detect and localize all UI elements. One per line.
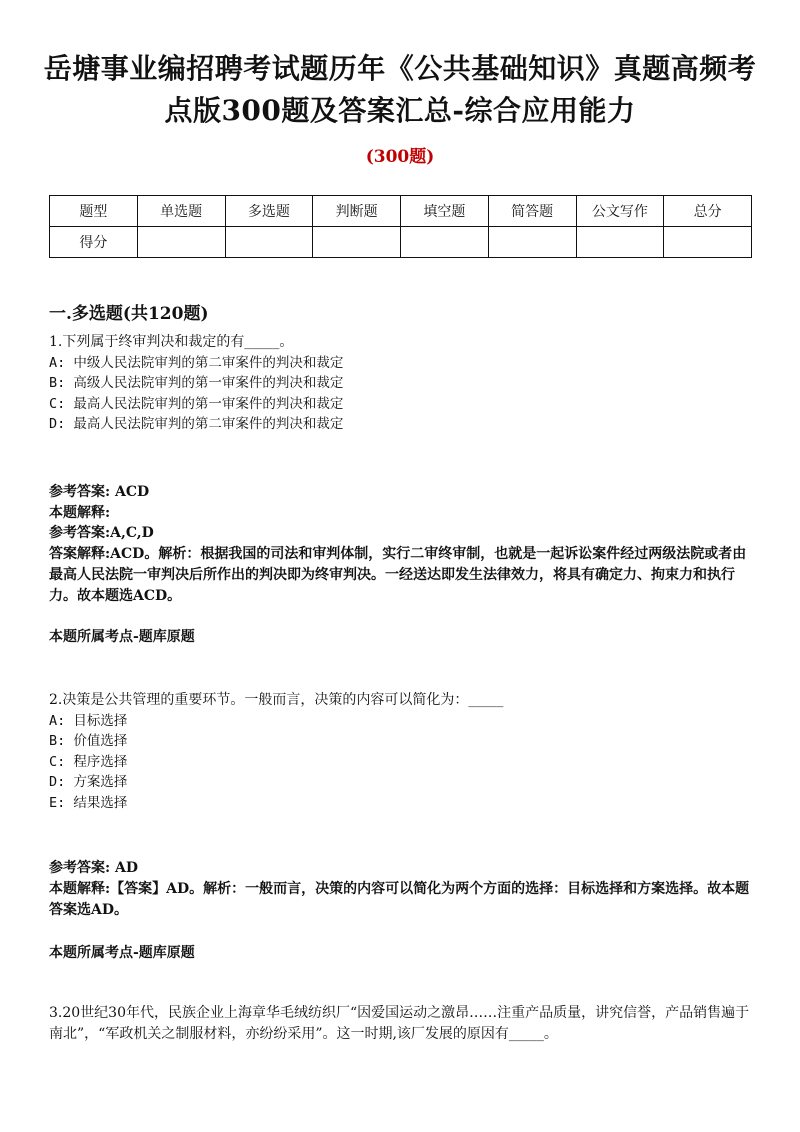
answer-line: 参考答案: AD: [49, 860, 139, 876]
question-source-1: [49, 627, 754, 648]
question-stem: 2.决策是公共管理的重要环节。一般而言，决策的内容可以简化为：_____: [49, 692, 504, 708]
question-option: C: 最高人民法院审判的第一审案件的判决和裁定: [49, 395, 344, 412]
score-cell: [488, 227, 576, 258]
question-source-2: [49, 943, 754, 964]
score-header-cell: 判断题: [313, 196, 401, 227]
score-cell: [664, 227, 752, 258]
question-2: [49, 690, 754, 813]
answer-explanation: 本题解释:【答案】AD。解析：一般而言，决策的内容可以简化为两个方面的选择：目标选择和方案选择。故本题答案选AD。: [49, 880, 750, 918]
score-cell: [225, 227, 313, 258]
question-option: D: 方案选择: [49, 774, 128, 790]
answer-block-2: [49, 858, 754, 921]
question-option: A: 目标选择: [49, 712, 128, 729]
score-header-cell: 单选题: [137, 196, 225, 227]
score-header-cell: 简答题: [488, 196, 576, 227]
score-header-cell: 总分: [664, 196, 752, 227]
question-option: B: 价值选择: [49, 733, 128, 749]
answer-explanation: 答案解释:ACD。解析：根据我国的司法和审判体制，实行二审终审制，也就是一起诉讼案件经过两级法院或者由最高人民法院一审判决后所作出的判决即为终审判决。一经送达即发生法律效力，将具有确定力、拘束力和执行力。故本题选ACD。: [49, 545, 747, 604]
score-cell: [313, 227, 401, 258]
score-table-header-row: [50, 196, 752, 227]
question-option: A: 中级人民法院审判的第二审案件的判决和裁定: [49, 354, 344, 371]
score-cell: [137, 227, 225, 258]
question-option: C: 程序选择: [49, 753, 128, 770]
explain-label: 本题解释:: [49, 504, 111, 521]
section-title: 一.多选题(共120题): [49, 304, 209, 324]
score-table-score-row: [50, 227, 752, 258]
answer-line: 参考答案: ACD: [49, 484, 150, 500]
score-cell: [401, 227, 489, 258]
score-cell: [576, 227, 664, 258]
answer-line-2: 参考答案:A,C,D: [49, 525, 154, 541]
answer-block-1: [49, 482, 754, 607]
score-header-cell: 题型: [50, 196, 138, 227]
question-stem: 3.20世纪30年代，民族企业上海章华毛绒纺织厂“因爱国运动之激昂……注重产品质量，讲究信誉，产品销售遍于南北”，“军政机关之制服材料，亦纷纷采用”。这一时期,该厂发展的原因有_____。: [49, 1005, 750, 1042]
question-1: [49, 332, 754, 435]
document-subtitle: (300题): [365, 147, 435, 167]
question-3: [49, 1003, 754, 1045]
score-table: [49, 195, 752, 258]
question-source: 本题所属考点-题库原题: [49, 629, 195, 645]
question-option: E: 结果选择: [49, 794, 128, 811]
question-stem: 1.下列属于终审判决和裁定的有_____。: [49, 334, 294, 350]
question-source: 本题所属考点-题库原题: [49, 945, 195, 961]
score-header-cell: 填空题: [401, 196, 489, 227]
score-row-label: 得分: [50, 227, 138, 258]
question-option: D: 最高人民法院审判的第二审案件的判决和裁定: [49, 416, 344, 432]
question-option: B: 高级人民法院审判的第一审案件的判决和裁定: [49, 375, 344, 391]
document-title: 岳塘事业编招聘考试题历年《公共基础知识》真题高频考点版300题及答案汇总-综合应用能力: [43, 52, 757, 127]
score-header-cell: 公文写作: [576, 196, 664, 227]
score-header-cell: 多选题: [225, 196, 313, 227]
